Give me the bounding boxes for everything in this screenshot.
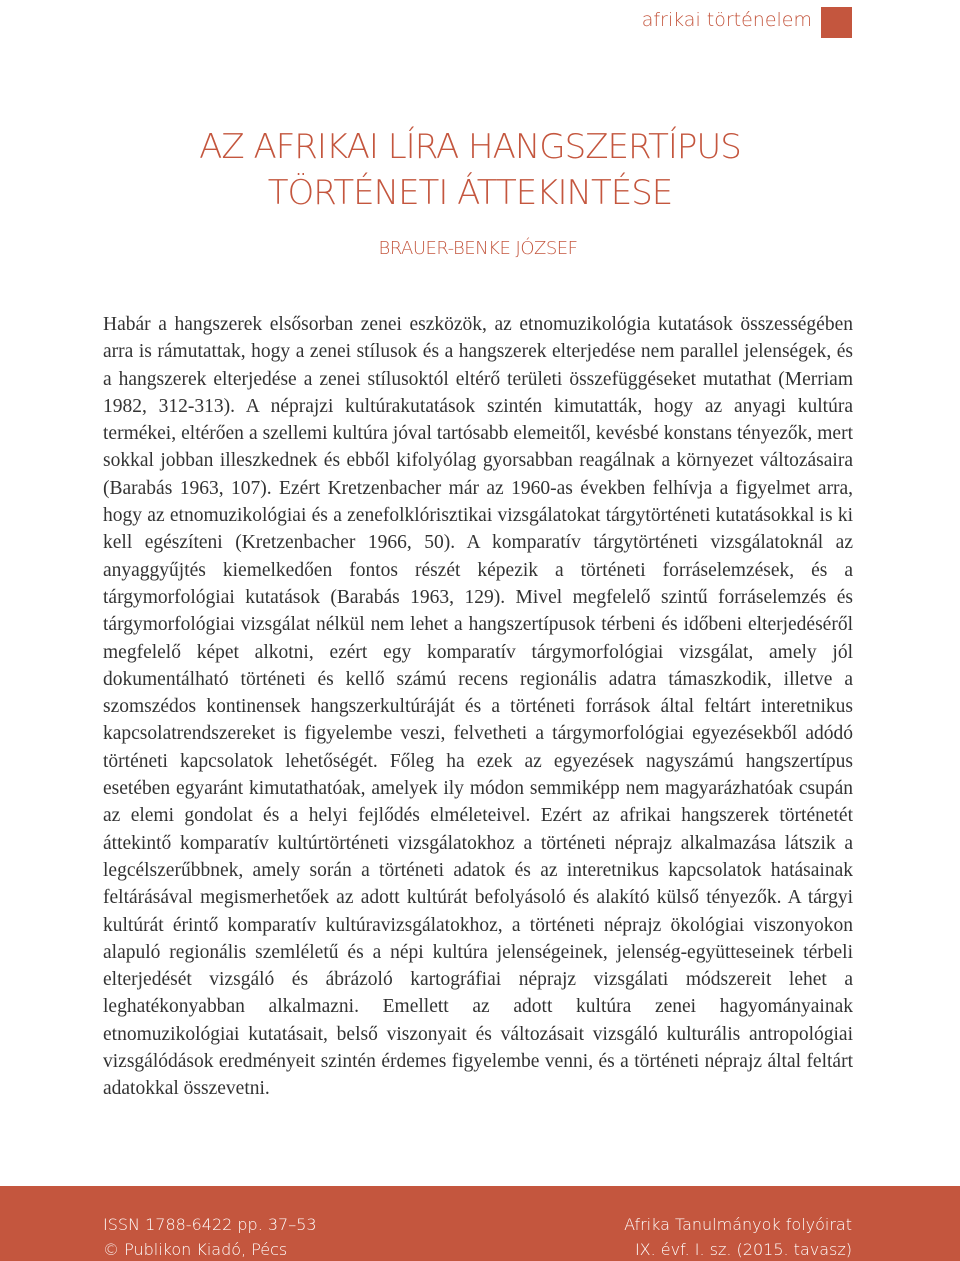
title-line-2: TÖRTÉNETI ÁTTEKINTÉSE — [267, 173, 673, 213]
section-label: afrikai történelem — [641, 9, 812, 31]
footer-volume: IX. évf. I. sz. (2015. tavasz) — [634, 1240, 852, 1259]
page-footer — [0, 1186, 960, 1261]
title-line-1: AZ AFRIKAI LÍRA HANGSZERTÍPUS — [199, 127, 741, 167]
footer-journal: Afrika Tanulmányok folyóirat — [624, 1215, 852, 1234]
article-body: Habár a hangszerek elsősorban zenei eszközök, az etnomuzikológia kutatások összességében arra is rámutattak, hogy a zenei stílusok és a hangszerek elterjedése nem parallel jelenségek, és a hangszerek elterjedése a zenei stílusoktól eltérő területi összefüggéseket mutathat (Merriam 1982, 312-313). A néprajzi kultúrakutatások szintén kimutatták, hogy az anyagi kultúra termékei, eltérően a szellemi kultúra jóval tartósabb elemeitől, kevésbé konstans tényezők, mert sokkal jobban illeszkednek és ebből kifolyólag gyorsabban reagálnak a környezet változásaira (Barabás 1963, 107). Ezért Kretzenbacher már az 1960-as években felhívja a figyelmet arra, hogy az etnomuzikológiai és a zenefolklórisztikai vizsgálatokat tárgytörténeti kutatásokkal is ki kell egészíteni (Kretzenbacher 1966, 50). A komparatív tárgytörténeti vizsgálatoknál az anyaggyűjtés kiemelkedően fontos részét képezik a történeti forráselemzések, és a tárgymorfológiai kutatások (Barabás 1963, 129). Mivel megfelelő szintű forráselemzés és tárgymorfológiai vizsgálat nélkül nem lehet a hangszertípusok térbeni és időbeni elterjedéséről megfelelő képet alkotni, ezért egy komparatív tárgymorfológiai vizsgálat, amely jól dokumentálható történeti és kellő számú recens regionális adatra támaszkodik, illetve a szomszédos kontinensek hangszerkultúráját és a történeti források által feltárt interetnikus kapcsolatrendszereket is figyelembe veszi, felvetheti a tárgymorfológiai egyezésekből adódó történeti kapcsolatok lehetőségét. Főleg ha ezek az egyezések nagyszámú hangszertípus esetében egyaránt kimutathatóak, amelyek ily módon semmiképp nem magyarázhatóak csupán az elemi gondolat és a helyi fejlődés elméleteivel. Ezért az afrikai hangszerek történetét áttekintő komparatív kultúrtörténeti vizsgálatokhoz a történeti néprajz alkalmazása látszik a legcélszerűbbnek, amely során a történeti adatok és az interetnikus kapcsolatok hatásainak feltárásával megismerhetőek az adott kultúrát befolyásoló és alakító külső tényezők. A tárgyi kultúrát érintő komparatív kultúravizsgálatokhoz, a történeti néprajz ökológiai viszonyokon alapuló regionális szemléletű és a népi kultúra jelenségeinek, jelenség-együtteseinek térbeli elterjedését vizsgáló és ábrázoló kartográfiai néprajz vizsgálati módszereit lehet a leghatékonyabban alkalmazni. Emellett az adott kultúra zenei hagyományainak etnomuzikológiai kutatásait, belső viszonyait és változásait vizsgáló kulturális antropológiai vizsgálódások eredményeit szintén érdemes figyelembe venni, és a történeti néprajz által feltárt adatokkal összevetni. — [103, 314, 853, 1100]
section-square-marker — [821, 7, 852, 38]
footer-issn: ISSN 1788-6422 pp. 37–53 — [103, 1215, 317, 1234]
article-title — [0, 124, 940, 216]
footer-publisher: © Publikon Kiadó, Pécs — [103, 1240, 288, 1259]
article-author: BRAUER-BENKE JÓZSEF — [378, 238, 578, 259]
